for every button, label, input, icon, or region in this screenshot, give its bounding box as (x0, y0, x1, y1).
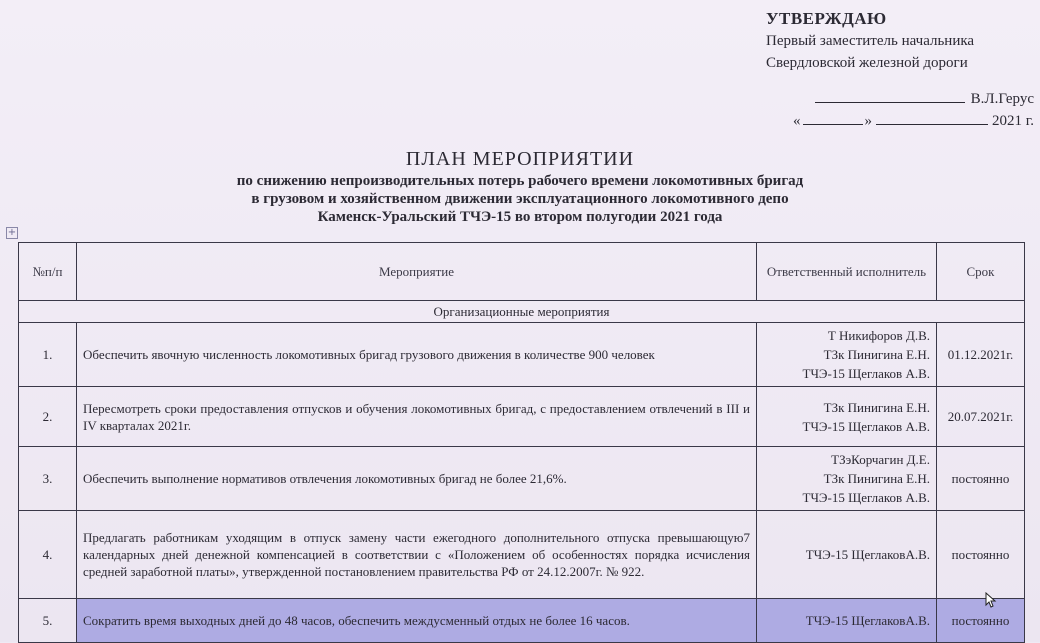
responsible-person: ТЗк Пинигина Е.Н. (823, 347, 930, 362)
responsible-person: ТЧЭ-15 ЩеглаковА.В. (805, 547, 930, 562)
row-responsible-selected[interactable] (757, 599, 937, 643)
responsible-person: ТЧЭ-15 Щеглаков А.В. (802, 418, 930, 434)
responsible-person: ТЧЭ-15 Щеглаков А.В. (802, 366, 930, 381)
row-action: Предлагать работникам уходящим в отпуск замену части ежегодного дополнительного отпуска превышающую7 календарных дней денежной компенсацией в соответствии с «Положением об особенностях порядка исчисления средней заработной платы», утвержденной постановлением правительства РФ от 24.12.2007г. № 922. (77, 511, 757, 599)
mouse-pointer-icon (985, 592, 997, 608)
row-action: Пересмотреть сроки предоставления отпусков и обучения локомотивных бригад, с предоставлением отвлечений в III и IV кварталах 2021г. (77, 387, 757, 447)
plan-subtitle (120, 172, 920, 226)
row-action: Обеспечить выполнение нормативов отвлечения локомотивных бригад не более 21,6%. (77, 447, 757, 511)
table-move-handle-icon[interactable]: + (7, 227, 17, 238)
header-responsible: Ответственный исполнитель (757, 243, 937, 301)
section-title: Организационные мероприятия (19, 301, 1025, 323)
header-action: Мероприятие (77, 243, 757, 301)
row-num: 5. (19, 599, 77, 643)
row-term: 01.12.2021г. (937, 323, 1025, 387)
plan-title: ПЛАН МЕРОПРИЯТИИ (405, 148, 635, 170)
date-year: 2021 г. (992, 113, 1034, 129)
row-responsible (757, 447, 937, 511)
plan-subtitle-line1: по снижению непроизводительных потерь рабочего времени локомотивных бригад (236, 173, 804, 189)
table-row (19, 387, 1025, 447)
row-num: 2. (19, 387, 77, 447)
plan-subtitle-line3: Каменск-Уральский ТЧЭ-15 во втором полугодии 2021 года (317, 209, 723, 225)
table-row (19, 447, 1025, 511)
date-close-quote: » (864, 113, 873, 129)
date-open-quote: « (793, 113, 801, 129)
row-responsible (757, 387, 937, 447)
header-term: Срок (937, 243, 1025, 301)
section-row (19, 301, 1025, 323)
row-term: постоянно (937, 447, 1025, 511)
month-blank (876, 110, 988, 125)
row-action: Обеспечить явочную численность локомотивных бригад грузового движения в количестве 900 человек (77, 323, 757, 387)
plan-subtitle-line2: в грузовом и хозяйственном движении эксплуатационного локомотивного депо (251, 191, 789, 207)
plan-table (18, 242, 1025, 643)
approval-position-line1: Первый заместитель начальника (766, 33, 975, 49)
responsible-person: ТЗэКорчагин Д.Е. (831, 452, 930, 467)
row-term: 20.07.2021г. (937, 387, 1025, 447)
row-responsible (757, 511, 937, 599)
responsible-person: ТЗк Пинигина Е.Н. (823, 399, 930, 415)
approval-date (766, 110, 1036, 132)
table-row (19, 323, 1025, 387)
responsible-person: ТЧЭ-15 ЩеглаковА.В. (805, 613, 930, 628)
responsible-person: ТЗк Пинигина Е.Н. (823, 471, 930, 486)
header-num: №п/п (19, 243, 77, 301)
row-term: постоянно (937, 511, 1025, 599)
table-row-selected[interactable] (19, 599, 1025, 643)
approval-block (766, 8, 1036, 132)
responsible-person: ТЧЭ-15 Щеглаков А.В. (802, 490, 930, 505)
approval-title: УТВЕРЖДАЮ (766, 9, 887, 28)
table-row (19, 511, 1025, 599)
signature-blank (815, 88, 965, 103)
row-num: 4. (19, 511, 77, 599)
row-num: 1. (19, 323, 77, 387)
row-responsible (757, 323, 937, 387)
responsible-person: Т Никифоров Д.В. (827, 328, 930, 343)
row-action-selected[interactable]: Сократить время выходных дней до 48 часов, обеспечить междусменный отдых не более 16 часов. (77, 599, 757, 643)
row-term-selected[interactable]: постоянно (937, 599, 1025, 643)
row-num: 3. (19, 447, 77, 511)
approval-position-line2: Свердловской железной дороги (766, 55, 968, 71)
table-header-row (19, 243, 1025, 301)
signature-line (766, 88, 1036, 110)
signer-name: В.Л.Герус (970, 91, 1034, 107)
day-blank (803, 110, 863, 125)
